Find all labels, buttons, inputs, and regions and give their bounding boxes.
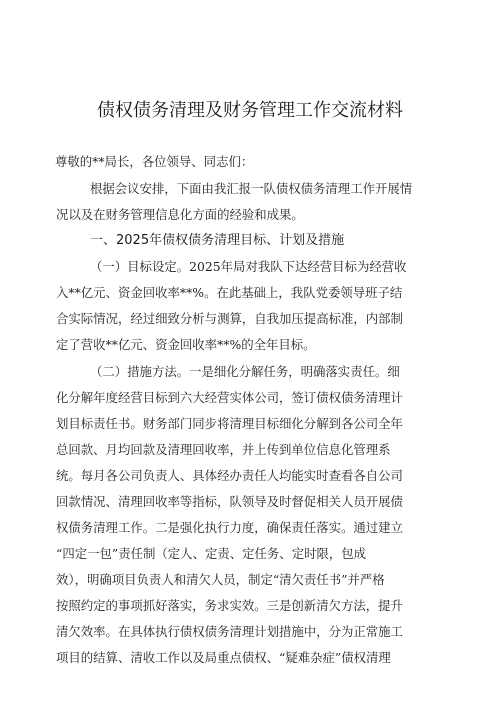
salutation: 尊敬的**局长，各位领导、同志们： [55,154,254,169]
section-heading-1: 一、2025年债权债务清理目标、计划及措施 [90,233,345,248]
section2-line-6: 回款情况、清理回收率等指标，队领导及时督促相关人员开展债 [56,494,403,509]
intro-line-1: 根据会议安排，下面由我汇报一队债权债务清理工作开展情 [90,181,413,196]
section2-line-12: 项目的结算、清收工作以及局重点债权、“疑难杂症”债权清理 [56,650,391,665]
section2-line-10: 按照约定的事项抓好落实，务求实效。三是创新清欠方法，提升 [56,598,403,613]
section2-line-11: 清欠效率。在具体执行债权债务清理计划措施中，分为正常施工 [56,624,403,639]
section1-lead: （一）目标设定。 [90,259,190,274]
section1-line-3: 合实际情况，经过细致分析与测算，自我加压提高标准，内部制 [56,311,403,326]
section2-line-8: “四定一包”责任制（定人、定责、定任务、定时限，包成 [56,546,367,561]
intro-line-2: 况以及在财务管理信息化方面的经验和成果。 [56,207,304,222]
section2-line-9: 效），明确项目负责人和清欠人员，制定“清欠责任书”并严格 [56,572,385,587]
section2-line-4: 总回款、月均回款及清理回收率，并上传到单位信息化管理系 [56,442,391,457]
section2-line-5: 统。每月各公司负责人、具体经办责任人均能实时查看各自公司 [56,468,403,483]
document-title: 债权债务清理及财务管理工作交流材料 [97,100,403,121]
section2-line-2: 化分解年度经营目标到六大经营实体公司，签订债权债务清理计 [56,390,403,405]
section1-line-1 [90,259,407,275]
section2-line-1: （二）措施方法。一是细化分解任务，明确落实责任。细 [90,364,400,379]
section2-line-7: 权债务清理工作。二是强化执行力度，确保责任落实。通过建立 [56,520,403,535]
section1-first-rest: 2025年局对我队下达经营目标为经营收 [189,259,407,274]
section1-line-4: 定了营收**亿元、资金回收率**%的全年目标。 [56,337,316,352]
section2-line-3: 划目标责任书。财务部门同步将清理目标细化分解到各公司全年 [56,416,403,431]
section1-line-2: 入**亿元、资金回收率**%。在此基础上，我队党委领导班子结 [56,285,403,300]
